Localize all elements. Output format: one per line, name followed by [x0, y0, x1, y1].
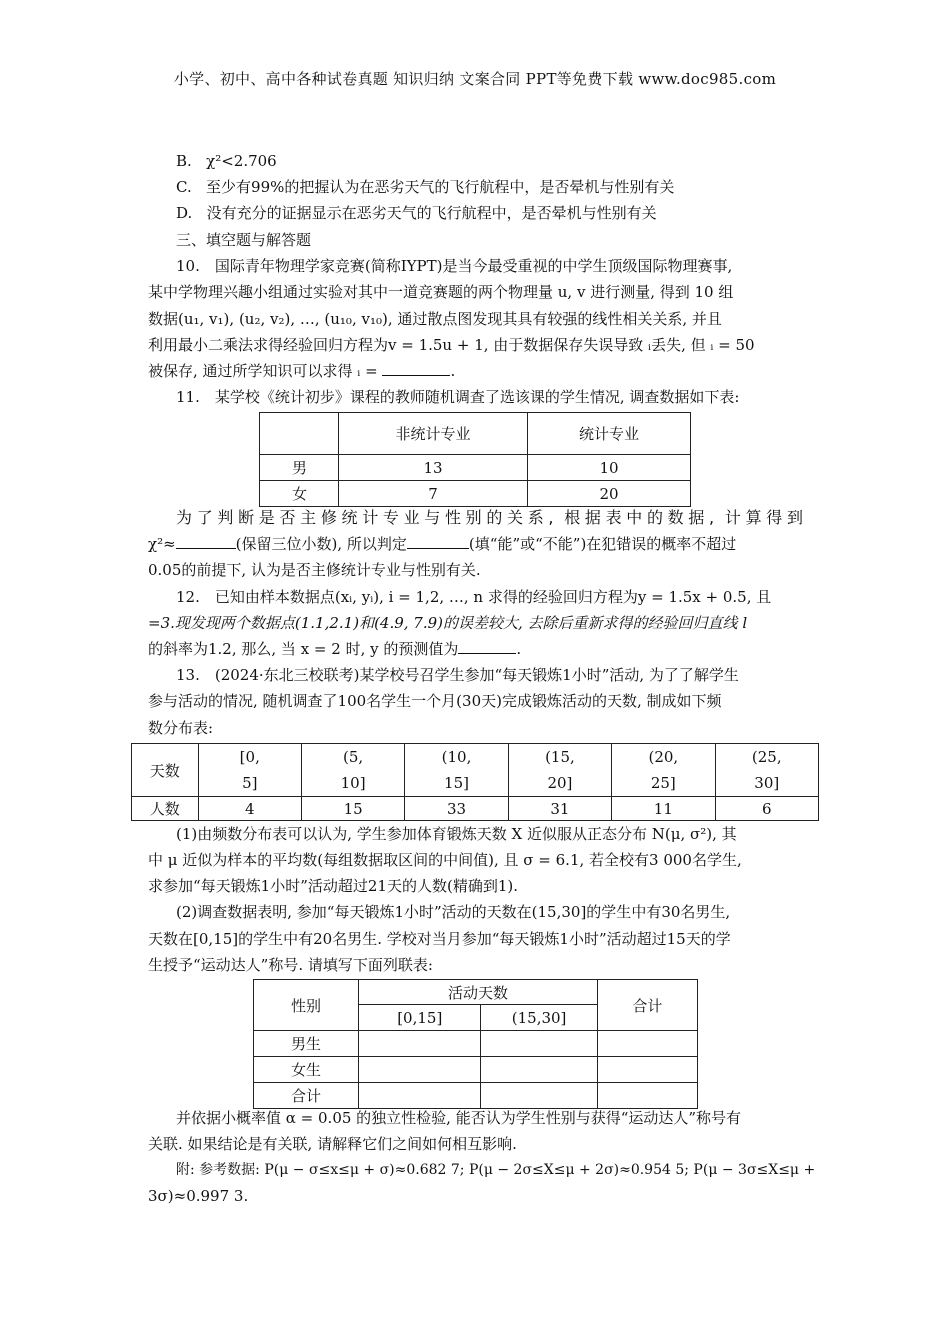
q13-part2-line1: (2)调查数据表明, 参加“每天锻炼1小时”活动的天数在(15,30]的学生中有30名男生,	[176, 903, 731, 921]
page-header: 小学、初中、高中各种试卷真题 知识归纳 文案合同 PPT等免费下载 www.doc985.com	[173, 70, 777, 88]
q13-part1-line3: 求参加“每天锻炼1小时”活动超过21天的人数(精确到1).	[148, 877, 518, 895]
freq-interval	[405, 744, 508, 797]
table-row	[260, 455, 691, 481]
q11-judge-blank	[407, 534, 469, 549]
interval-start: [0,	[239, 748, 260, 766]
option-c-label: C.	[176, 178, 192, 196]
ct-days-header: 活动天数	[359, 980, 598, 1005]
freq-interval	[508, 744, 611, 797]
ct-cell	[481, 1057, 597, 1083]
table-row	[254, 1057, 698, 1083]
freq-count: 31	[508, 797, 611, 821]
option-d-label: D.	[176, 204, 193, 222]
interval-end: 30]	[754, 774, 780, 792]
interval-end: 15]	[444, 774, 469, 792]
q11-after2	[148, 533, 808, 555]
q10-line2: 某中学物理兴趣小组通过实验对其中一道竞赛题的两个物理量 u, v 进行测量, 得到 10 组	[148, 283, 734, 301]
ct-cell	[481, 1031, 597, 1057]
q12-answer-blank	[458, 639, 516, 654]
freq-count: 11	[612, 797, 715, 821]
ct-cell	[481, 1083, 597, 1109]
q12-line3-end: .	[516, 640, 522, 658]
q13-contingency-table	[253, 979, 698, 1109]
ct-cell	[359, 1083, 481, 1109]
table-row	[254, 1083, 698, 1109]
ct-cell	[359, 1057, 481, 1083]
q11-intro: 11. 某学校《统计初步》课程的教师随机调查了选该课的学生情况, 调查数据如下表:	[176, 388, 740, 406]
q11-table	[259, 412, 691, 507]
ct-cell	[359, 1031, 481, 1057]
option-c-text: 至少有99%的把握认为在恶劣天气的飞行航程中，是否晕机与性别有关	[206, 178, 675, 196]
ct-gender-header: 性别	[254, 980, 359, 1031]
q13-part2-after2: 关联. 如果结论是有关联, 请解释它们之间如何相互影响.	[148, 1135, 517, 1153]
q13-line2: 参与活动的情况, 随机调查了100名学生一个月(30天)完成锻炼活动的天数, 制成如下频	[148, 692, 722, 710]
ct-col2: (15,30]	[481, 1005, 597, 1031]
q11-cell: 20	[528, 481, 691, 507]
q12-line2: =3.现发现两个数据点(1.1,2.1)和(4.9, 7.9)的误差较大, 去除后重新求得的经验回归直线 l	[148, 614, 748, 632]
freq-days-label: 天数	[132, 744, 199, 797]
q13-part2-line3: 生授予“运动达人”称号. 请填写下面列联表:	[148, 956, 433, 974]
q11-cell: 13	[339, 455, 528, 481]
freq-count: 15	[301, 797, 404, 821]
q13-line1: 13. (2024·东北三校联考)某学校号召学生参加“每天锻炼1小时”活动, 为了了解学生	[176, 666, 739, 684]
ct-row-total: 合计	[254, 1083, 359, 1109]
q13-line3: 数分布表:	[148, 719, 214, 737]
freq-count-label: 人数	[132, 797, 199, 821]
q10-line1: 10. 国际青年物理学家竞赛(简称IYPT)是当今最受重视的中学生顶级国际物理赛事,	[176, 257, 733, 275]
q11-header-empty	[260, 413, 339, 455]
q13-part1-line1: (1)由频数分布表可以认为, 学生参加体育锻炼天数 X 近似服从正态分布 N(μ, σ²), 其	[176, 825, 737, 843]
ct-col1: [0,15]	[359, 1005, 481, 1031]
interval-start: (20,	[648, 748, 679, 766]
freq-interval	[715, 744, 818, 797]
q10-line5	[148, 360, 808, 382]
freq-interval	[198, 744, 301, 797]
interval-end: 20]	[547, 774, 573, 792]
freq-count: 4	[198, 797, 301, 821]
table-row	[254, 980, 698, 1005]
ct-row-male: 男生	[254, 1031, 359, 1057]
table-row	[132, 797, 819, 821]
q10-answer-blank	[382, 361, 450, 376]
q12-line1: 12. 已知由样本数据点(xᵢ, yᵢ), i = 1,2, …, n 求得的经验回归方程为y = 1.5x + 0.5, 且	[176, 588, 772, 606]
freq-interval	[301, 744, 404, 797]
ct-cell	[597, 1031, 697, 1057]
option-b	[176, 150, 836, 172]
q13-freq-table	[131, 743, 819, 821]
option-b-text: χ²<2.706	[206, 152, 277, 170]
freq-interval	[612, 744, 715, 797]
q13-reference-1: 附: 参考数据: P(μ − σ≤x≤μ + σ)≈0.682 7; P(μ − 2σ≤X≤μ + 2σ)≈0.954 5; P(μ − 3σ≤X≤μ +	[176, 1162, 816, 1178]
q10-line4: 利用最小二乘法求得经验回归方程为v = 1.5u + 1, 由于数据保存失误导致 ᵢ丢失, 但 ᵢ = 50	[148, 336, 755, 354]
interval-start: (25,	[751, 748, 782, 766]
interval-start: (10,	[441, 748, 472, 766]
ct-total-header: 合计	[597, 980, 697, 1031]
q11-row-male: 男	[260, 455, 339, 481]
option-d-text: 没有充分的证据显示在恶劣天气的飞行航程中，是否晕机与性别有关	[206, 204, 657, 222]
table-row	[254, 1031, 698, 1057]
q11-cell: 10	[528, 455, 691, 481]
interval-end: 5]	[242, 774, 258, 792]
q13-reference-2: 3σ)≈0.997 3.	[148, 1187, 249, 1205]
option-b-label: B.	[176, 152, 192, 170]
q13-part2-line2: 天数在[0,15]的学生中有20名男生. 学校对当月参加“每天锻炼1小时”活动超过15天的学	[148, 930, 731, 948]
q12-line3	[148, 638, 808, 660]
interval-start: (5,	[343, 748, 364, 766]
ct-row-female: 女生	[254, 1057, 359, 1083]
q11-row-female: 女	[260, 481, 339, 507]
q11-cell: 7	[339, 481, 528, 507]
q11-header-non-stat: 非统计专业	[339, 413, 528, 455]
interval-start: (15,	[545, 748, 575, 766]
freq-count: 6	[715, 797, 818, 821]
option-d	[176, 202, 836, 224]
ct-cell	[597, 1083, 697, 1109]
q11-after2-end: (填“能”或“不能”)在犯错误的概率不超过	[468, 535, 737, 553]
ct-cell	[597, 1057, 697, 1083]
q11-after3: 0.05的前提下, 认为是否主修统计专业与性别有关.	[148, 561, 481, 579]
q10-line3: 数据(u₁, v₁), (u₂, v₂), …, (u₁₀, v₁₀), 通过散点图发现其具有较强的线性相关关系, 并且	[148, 310, 722, 328]
q10-line5-end: .	[450, 362, 456, 380]
interval-end: 10]	[340, 774, 366, 792]
q11-chi-label: χ²≈	[148, 535, 176, 553]
option-c	[176, 176, 836, 198]
table-row	[132, 744, 819, 797]
section-title: 三、填空题与解答题	[176, 231, 312, 249]
q13-part2-after1: 并依据小概率值 α = 0.05 的独立性检验, 能否认为学生性别与获得“运动达人”称号有	[176, 1109, 742, 1127]
q11-after2-mid: (保留三位小数), 所以判定	[235, 535, 407, 553]
freq-count: 33	[405, 797, 508, 821]
table-row	[260, 481, 691, 507]
q11-chi-blank	[176, 534, 236, 549]
interval-end: 25]	[650, 774, 676, 792]
q12-line3-text: 的斜率为1.2, 那么, 当 x = 2 时, y 的预测值为	[148, 640, 459, 658]
q10-line5-text: 被保存, 通过所学知识可以求得 ᵢ =	[148, 362, 378, 380]
q11-after1: 为了判断是否主修统计专业与性别的关系, 根据表中的数据, 计算得到	[176, 508, 804, 527]
q11-header-stat: 统计专业	[528, 413, 691, 455]
q13-part1-line2: 中 μ 近似为样本的平均数(每组数据取区间的中间值), 且 σ = 6.1, 若全校有3 000名学生,	[148, 851, 742, 869]
